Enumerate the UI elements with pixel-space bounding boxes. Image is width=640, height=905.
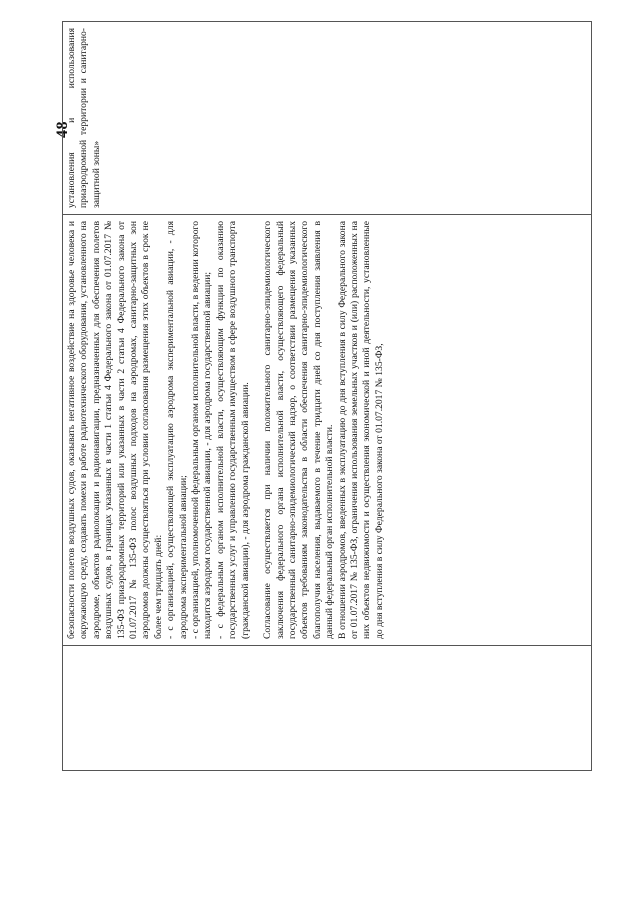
paragraph-gap — [252, 221, 262, 639]
paragraph-state-aviation: - с организацией, уполномоченной федеральным органом исполнительной власти, в ведении которого находится аэродром государственной авиации, - для аэродрома государственной авиации; — [190, 221, 214, 639]
main-text-cell — [63, 215, 592, 646]
right-text-cell — [63, 22, 592, 215]
table-row — [63, 22, 592, 771]
rotated-table-wrapper — [62, 28, 592, 771]
paragraph-existing-airfields: В отношении аэродромов, введенных в эксплуатацию до дня вступления в силу Федерального закона от 01.07.2017 № 135-ФЗ, ограничения использования земельных участков и (или) расположенных на них объектов недвижимости и осуществления экономической и иной деятельности, установленные до дня вступления в силу Федерального закона от 01.07.2017 № 135-ФЗ, — [336, 221, 385, 639]
right-cell-text: установления и использования приаэродромной территории и санитарно-защитной зоны» — [66, 28, 102, 208]
paragraph-civil-aviation: - с федеральным органом исполнительной власти, осуществляющим функции по оказанию государственных услуг и управлению государственным имуществом в сфере воздушного транспорта (гражданской авиации), - для аэродрома гражданской авиации. — [214, 221, 251, 639]
paragraph-experimental: - с организацией, осуществляющей эксплуатацию аэродрома экспериментальной авиации, - для аэродрома экспериментальной авиации; — [165, 221, 189, 639]
paragraph-approval: Согласование осуществляется при наличии положительного санитарно-эпидемиологического заключения федерального органа исполнительной власти, осуществляющего федеральный государственный санитарно-эпидемиологический надзор, о соответствии размещения указанных объектов требованиям законодательства в области обеспечения санитарно-эпидемиологического благополучия населения, выдаваемого в течение тридцати дней со дня поступления заявления в данный федеральный орган исполнительной власти. — [262, 221, 336, 639]
empty-cell — [63, 646, 592, 771]
paragraph-intro: безопасности полетов воздушных судов, оказывать негативное воздействие на здоровье человека и окружающую среду, создавать помехи в работе радиотехнического оборудования, установленного на аэродроме, объектов радиолокации и радионавигации, предназначенных для обеспечения полетов воздушных судов, в границах указанных в части 1 статьи 4 Федерального закона от 01.07.2017 № 135-ФЗ приаэродромных территорий или указанных в части 2 статьи 4 Федерального закона от 01.07.2017 № 135-ФЗ полос воздушных подходов на аэродромах, санитарно-защитных зон аэродромов должны осуществляться при условии согласования размещения этих объектов в срок не более чем тридцать дней: — [66, 221, 164, 639]
page-number: 48 — [54, 121, 71, 138]
regulation-table — [62, 21, 592, 771]
